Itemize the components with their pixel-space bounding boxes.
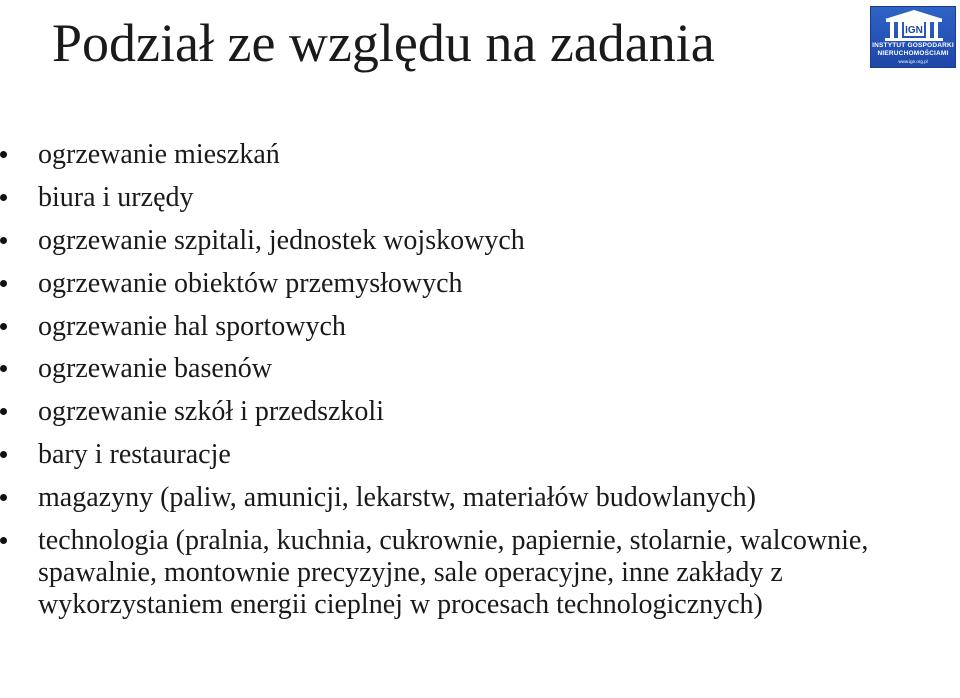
bullet-icon (0, 451, 7, 458)
list-item-text: ogrzewanie mieszkań (38, 139, 280, 170)
bullet-icon (0, 194, 7, 201)
bullet-icon (0, 537, 7, 544)
list-item-text: ogrzewanie basenów (38, 353, 273, 385)
list-item-text: biura i urzędy (38, 181, 194, 213)
bullet-icon (0, 280, 7, 287)
list-item (0, 439, 900, 471)
bullet-icon (0, 494, 7, 501)
list-item-text: ogrzewanie obiektów przemysłowych (38, 267, 463, 299)
bullet-icon (0, 323, 7, 330)
ign-logo (870, 6, 956, 68)
list-item-text: ogrzewanie szpitali, jednostek wojskowych (38, 224, 525, 256)
list-item (0, 482, 900, 514)
list-item (0, 182, 900, 214)
bullet-icon (0, 151, 7, 158)
list-item-text: ogrzewanie szkół i przedszkoli (38, 396, 384, 428)
building-icon (871, 7, 956, 43)
slide-title: Podział ze względu na zadania (52, 13, 715, 73)
list-item-text: technologia (pralnia, kuchnia, cukrownie, papiernie, stolarnie, walcownie, spawalnie, montownie precyzyjne, sale operacyjne, inne zakłady z wykorzystaniem energii cieplnej w procesach technologicznych) (38, 525, 869, 621)
list-item-text: ogrzewanie hal sportowych (38, 310, 346, 342)
logo-line-1: INSTYTUT GOSPODARKI (872, 42, 954, 49)
bullet-icon (0, 237, 7, 244)
list-item (0, 268, 900, 300)
list-item (0, 396, 900, 428)
bullet-icon (0, 408, 7, 415)
list-item (0, 525, 900, 621)
logo-line-2: NIERUCHOMOŚCIAMI (877, 50, 949, 57)
logo-line-3: www.ign.org.pl (898, 59, 928, 64)
list-item (0, 225, 900, 257)
list-item-text: magazyny (paliw, amunicji, lekarstw, materiałów budowlanych) (38, 482, 756, 514)
list-item (0, 353, 900, 385)
bullet-icon (0, 365, 7, 372)
list-item (0, 139, 900, 171)
list-item-text: bary i restauracje (38, 439, 231, 471)
list-item (0, 311, 900, 343)
bullet-list (0, 139, 900, 632)
logo-letters: IGN (905, 25, 923, 36)
